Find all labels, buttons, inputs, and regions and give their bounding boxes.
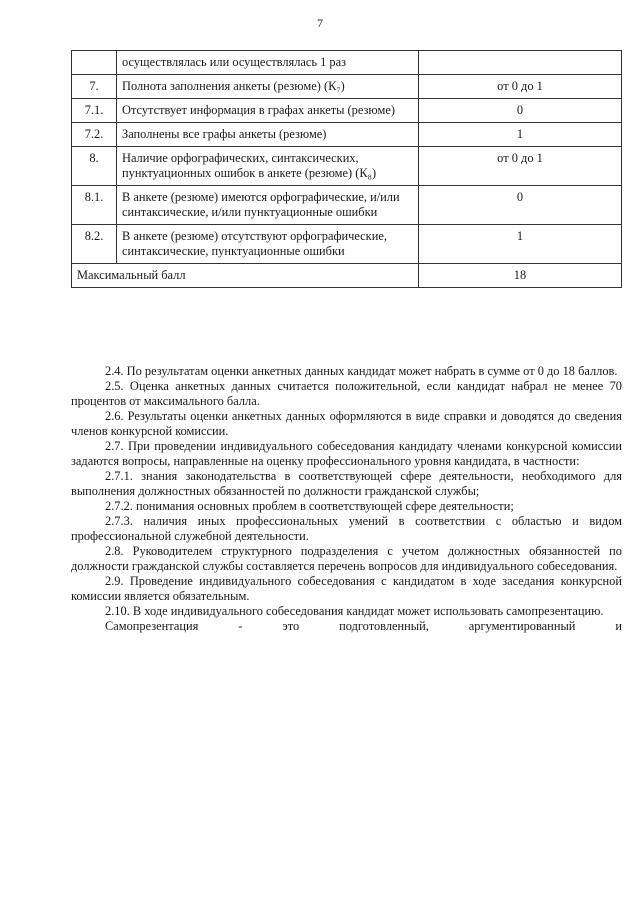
table-total-row (72, 264, 622, 288)
total-label: Максимальный балл (72, 264, 419, 288)
row-score: от 0 до 1 (419, 147, 622, 186)
table-row (72, 225, 622, 264)
paragraph: 2.7.3. наличия иных профессиональных умений в соответствии с областью и видом профессиональной служебной деятельности. (71, 514, 622, 543)
row-number: 7.1. (72, 99, 117, 123)
row-description: В анкете (резюме) отсутствуют орфографические, синтаксические, пунктуационные ошибки (117, 225, 419, 264)
row-number: 7. (72, 75, 117, 99)
paragraph: 2.8. Руководителем структурного подразделения с учетом должностных обязанностей по должности гражданской службы составляется перечень вопросов для индивидуального собеседования. (71, 544, 622, 573)
table-row (72, 147, 622, 186)
paragraph: 2.4. По результатам оценки анкетных данных кандидат может набрать в сумме от 0 до 18 баллов. (105, 364, 618, 378)
paragraph: Самопрезентация - это подготовленный, аргументированный и (105, 619, 622, 633)
paragraph: 2.10. В ходе индивидуального собеседования кандидат может использовать самопрезентацию. (105, 604, 604, 618)
row-score: 0 (419, 99, 622, 123)
document-body (71, 364, 622, 634)
row-number: 8.1. (72, 186, 117, 225)
row-score: 0 (419, 186, 622, 225)
paragraph: 2.7. При проведении индивидуального собеседования кандидату членами конкурсной комиссии задаются вопросы, направленные на оценку профессионального уровня кандидата, в частности: (71, 439, 622, 468)
row-description: В анкете (резюме) имеются орфографические, и/или синтаксические, и/или пунктуационные ошибки (117, 186, 419, 225)
row-description: Полнота заполнения анкеты (резюме) (К₇) (117, 75, 419, 99)
row-score: от 0 до 1 (419, 75, 622, 99)
row-score (419, 51, 622, 75)
row-description: Отсутствует информация в графах анкеты (резюме) (117, 99, 419, 123)
criteria-table (71, 50, 622, 288)
row-number: 8.2. (72, 225, 117, 264)
paragraph: 2.7.2. понимания основных проблем в соответствующей сфере деятельности; (105, 499, 514, 513)
table-row (72, 75, 622, 99)
table-row (72, 99, 622, 123)
row-score: 1 (419, 123, 622, 147)
paragraph: 2.9. Проведение индивидуального собеседования с кандидатом в ходе заседания конкурсной комиссии является обязательным. (71, 574, 622, 603)
row-score: 1 (419, 225, 622, 264)
paragraph: 2.5. Оценка анкетных данных считается положительной, если кандидат набрал не менее 70 процентов от максимального балла. (71, 379, 622, 408)
table-row (72, 186, 622, 225)
paragraph: 2.7.1. знания законодательства в соответствующей сфере деятельности, необходимого для выполнения должностных обязанностей по должности гражданской службы; (71, 469, 622, 498)
row-number (72, 51, 117, 75)
row-description: осуществлялась или осуществлялась 1 раз (117, 51, 419, 75)
row-description: Наличие орфографических, синтаксических, пунктуационных ошибок в анкете (резюме) (К₈) (117, 147, 419, 186)
total-value: 18 (419, 264, 622, 288)
row-description: Заполнены все графы анкеты (резюме) (117, 123, 419, 147)
table-row (72, 123, 622, 147)
paragraph: 2.6. Результаты оценки анкетных данных оформляются в виде справки и доводятся до сведения членов конкурсной комиссии. (71, 409, 622, 438)
table-row (72, 51, 622, 75)
row-number: 7.2. (72, 123, 117, 147)
page-number: 7 (317, 16, 323, 30)
row-number: 8. (72, 147, 117, 186)
